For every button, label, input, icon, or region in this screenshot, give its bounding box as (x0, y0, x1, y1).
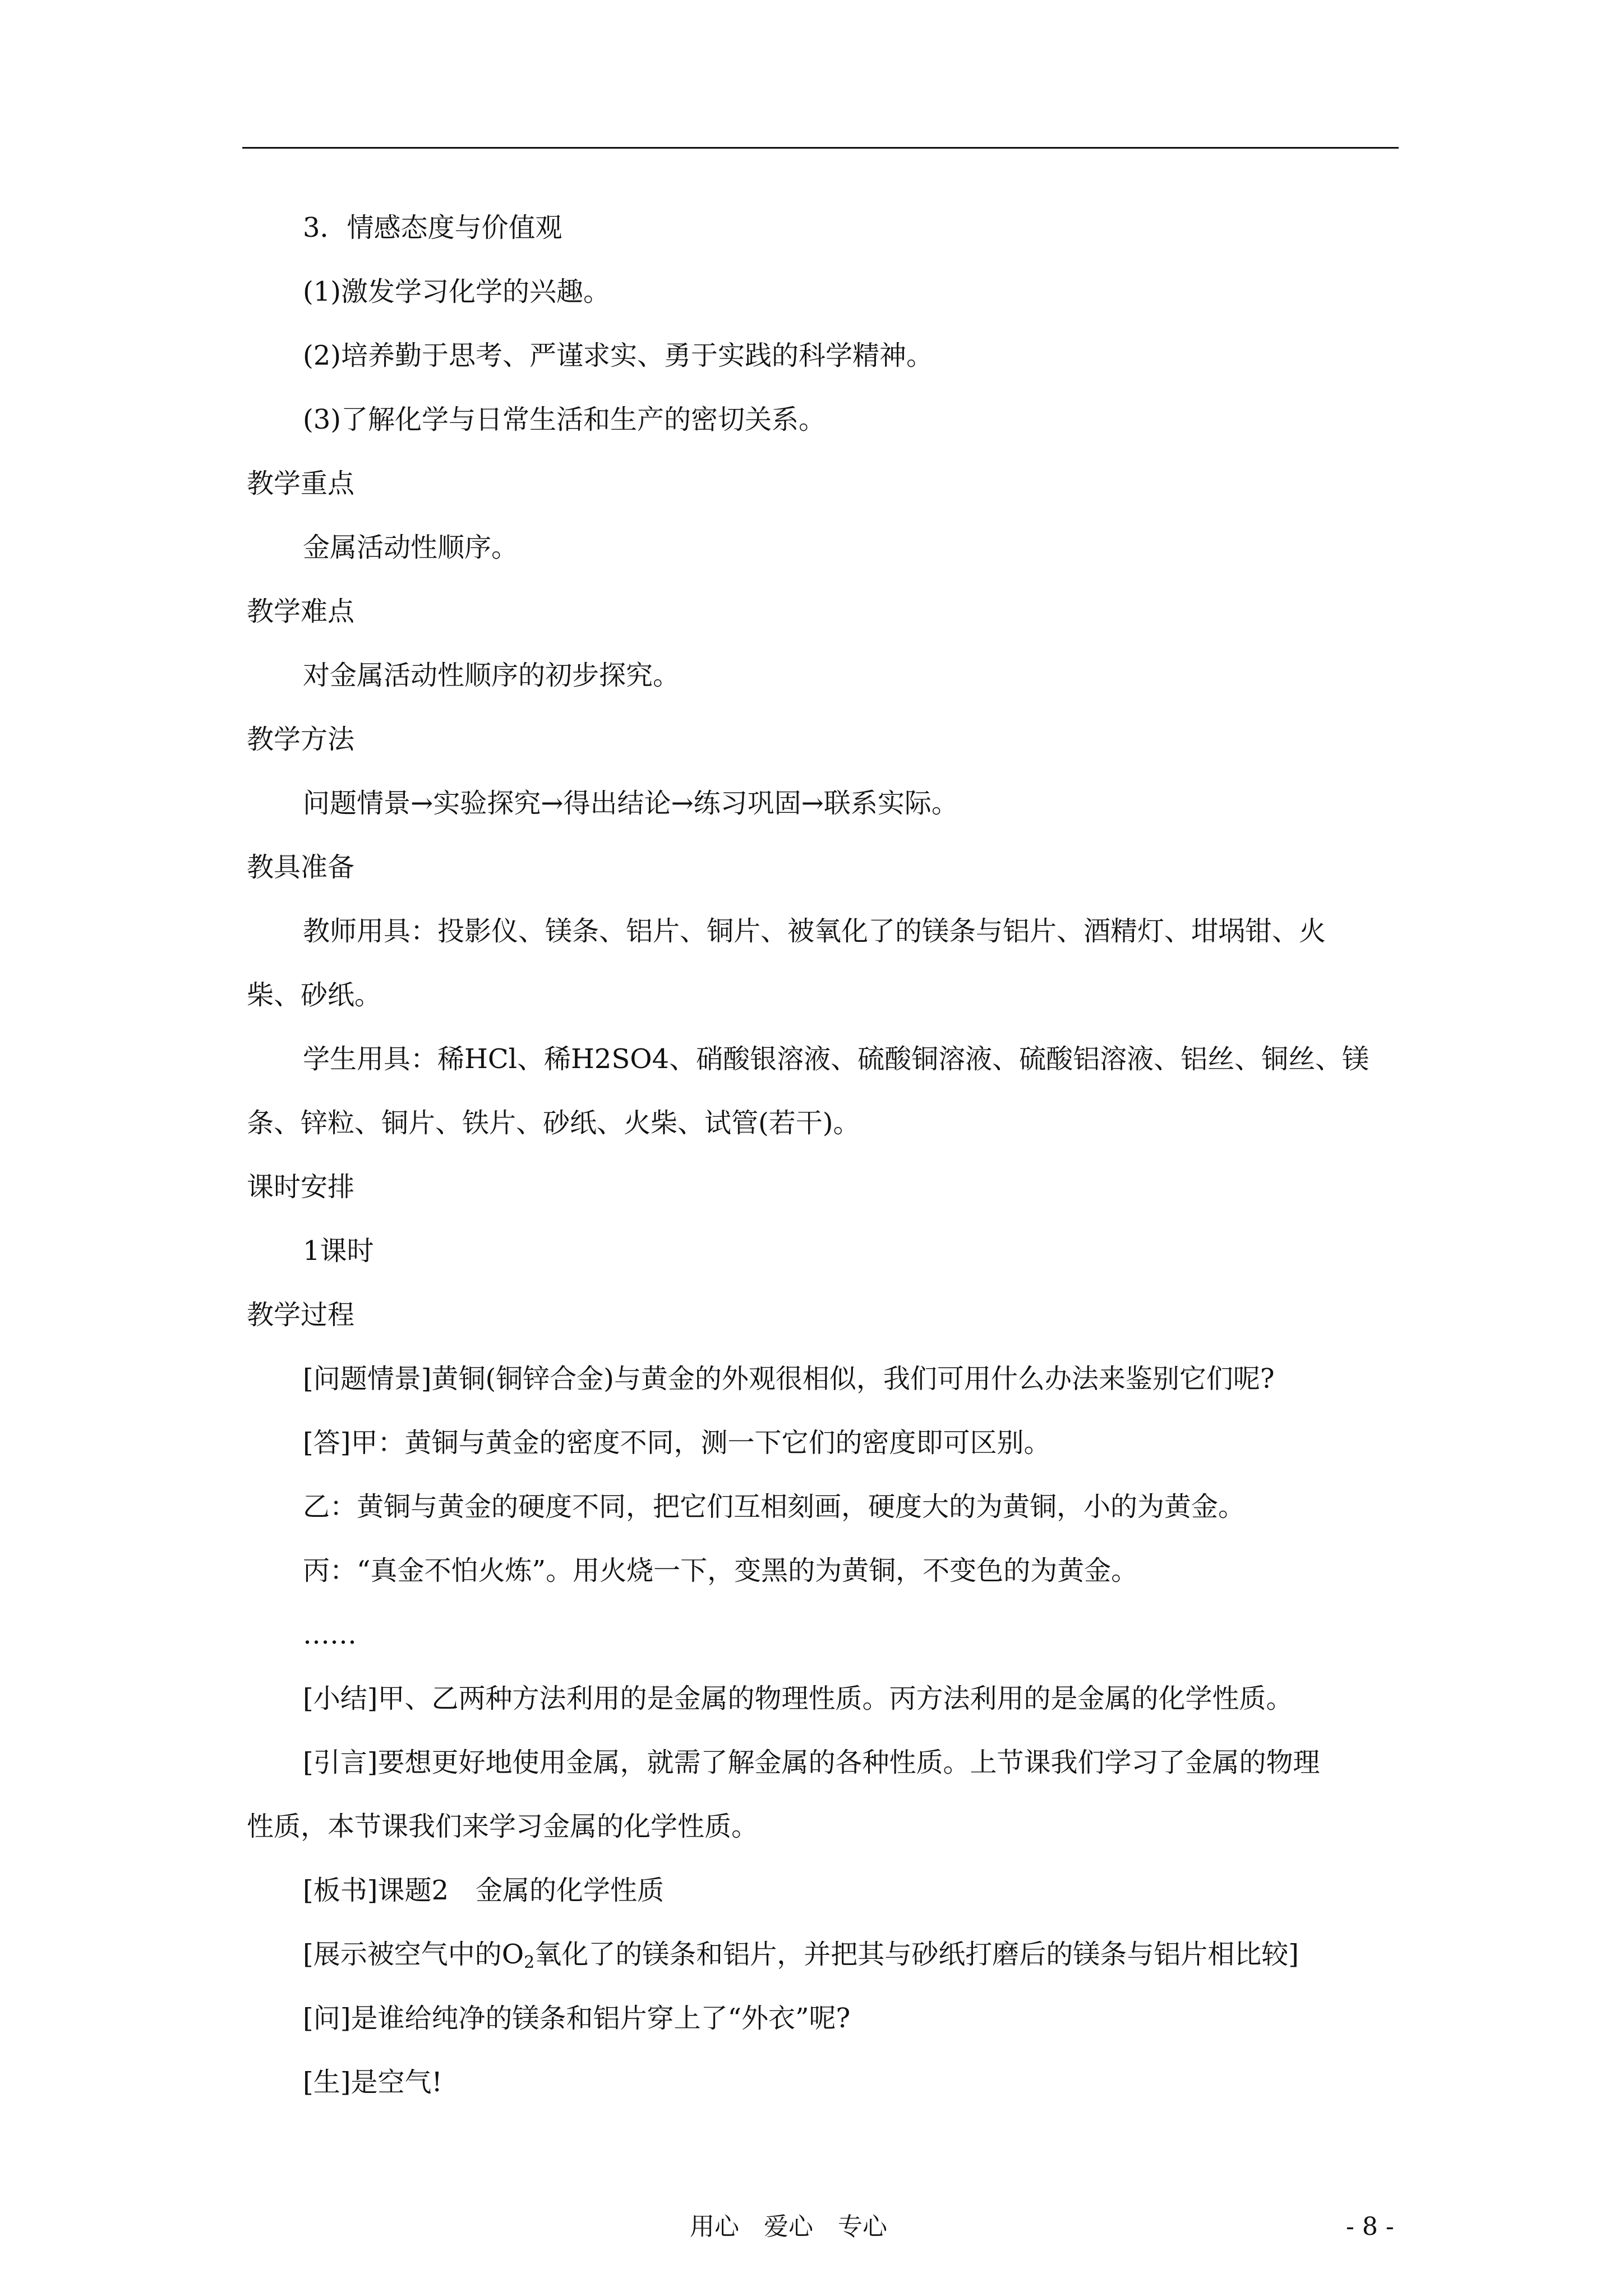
section-heading: 教学过程 (247, 1299, 355, 1331)
objective-item: (1)激发学习化学的兴趣。 (303, 276, 610, 307)
text-run: [展示被空气中的O (303, 1939, 524, 1970)
subscript: 2 (524, 1953, 535, 1972)
ellipsis: …… (303, 1619, 357, 1650)
paragraph: 教师用具：投影仪、镁条、铝片、铜片、被氧化了的镁条与铝片、酒精灯、坩埚钳、火 (303, 915, 1326, 947)
footer-motto: 用心 爱心 专心 (690, 2212, 887, 2241)
page-number: - 8 - (1346, 2212, 1394, 2241)
paragraph: 乙：黄铜与黄金的硬度不同，把它们互相刻画，硬度大的为黄铜，小的为黄金。 (303, 1491, 1246, 1522)
paragraph: 学生用具：稀HCl、稀H2SO4、硝酸银溶液、硫酸铜溶液、硫酸铝溶液、铝丝、铜丝、镁 (303, 1043, 1370, 1075)
paragraph: 问题情景→实验探究→得出结论→练习巩固→联系实际。 (303, 788, 958, 819)
paragraph: [小结]甲、乙两种方法利用的是金属的物理性质。丙方法利用的是金属的化学性质。 (303, 1683, 1293, 1714)
paragraph (303, 1936, 1299, 1981)
objective-item: (3)了解化学与日常生活和生产的密切关系。 (303, 404, 826, 435)
paragraph: 1课时 (303, 1235, 374, 1267)
paragraph-continuation: 柴、砂纸。 (247, 979, 382, 1011)
section-heading: 教学难点 (247, 596, 355, 627)
section-heading: 教学方法 (247, 724, 355, 755)
paragraph: 丙：“真金不怕火炼”。用火烧一下，变黑的为黄铜，不变色的为黄金。 (303, 1555, 1138, 1586)
text-run: 氧化了的镁条和铝片，并把其与砂纸打磨后的镁条与铝片相比较] (534, 1939, 1299, 1970)
paragraph-continuation: 条、锌粒、铜片、铁片、砂纸、火柴、试管(若干)。 (247, 1107, 860, 1139)
section-heading: 教具准备 (247, 852, 355, 883)
paragraph: [问]是谁给纯净的镁条和铝片穿上了“外衣”呢? (303, 2003, 851, 2034)
section-heading: 教学重点 (247, 468, 355, 499)
header-rule (242, 147, 1399, 149)
paragraph: [板书]课题2 金属的化学性质 (303, 1875, 664, 1906)
paragraph: [答]甲：黄铜与黄金的密度不同，测一下它们的密度即可区别。 (303, 1427, 1051, 1458)
paragraph: [生]是空气! (303, 2067, 442, 2098)
section-heading: 课时安排 (247, 1171, 355, 1203)
paragraph: [引言]要想更好地使用金属，就需了解金属的各种性质。上节课我们学习了金属的物理 (303, 1747, 1320, 1778)
paragraph: 金属活动性顺序。 (303, 532, 519, 563)
paragraph: 对金属活动性顺序的初步探究。 (303, 660, 680, 691)
section-title: 3．情感态度与价值观 (303, 212, 562, 243)
paragraph: [问题情景]黄铜(铜锌合金)与黄金的外观很相似，我们可用什么办法来鉴别它们呢? (303, 1363, 1275, 1395)
paragraph-continuation: 性质，本节课我们来学习金属的化学性质。 (247, 1811, 759, 1842)
objective-item: (2)培养勤于思考、严谨求实、勇于实践的科学精神。 (303, 340, 933, 371)
